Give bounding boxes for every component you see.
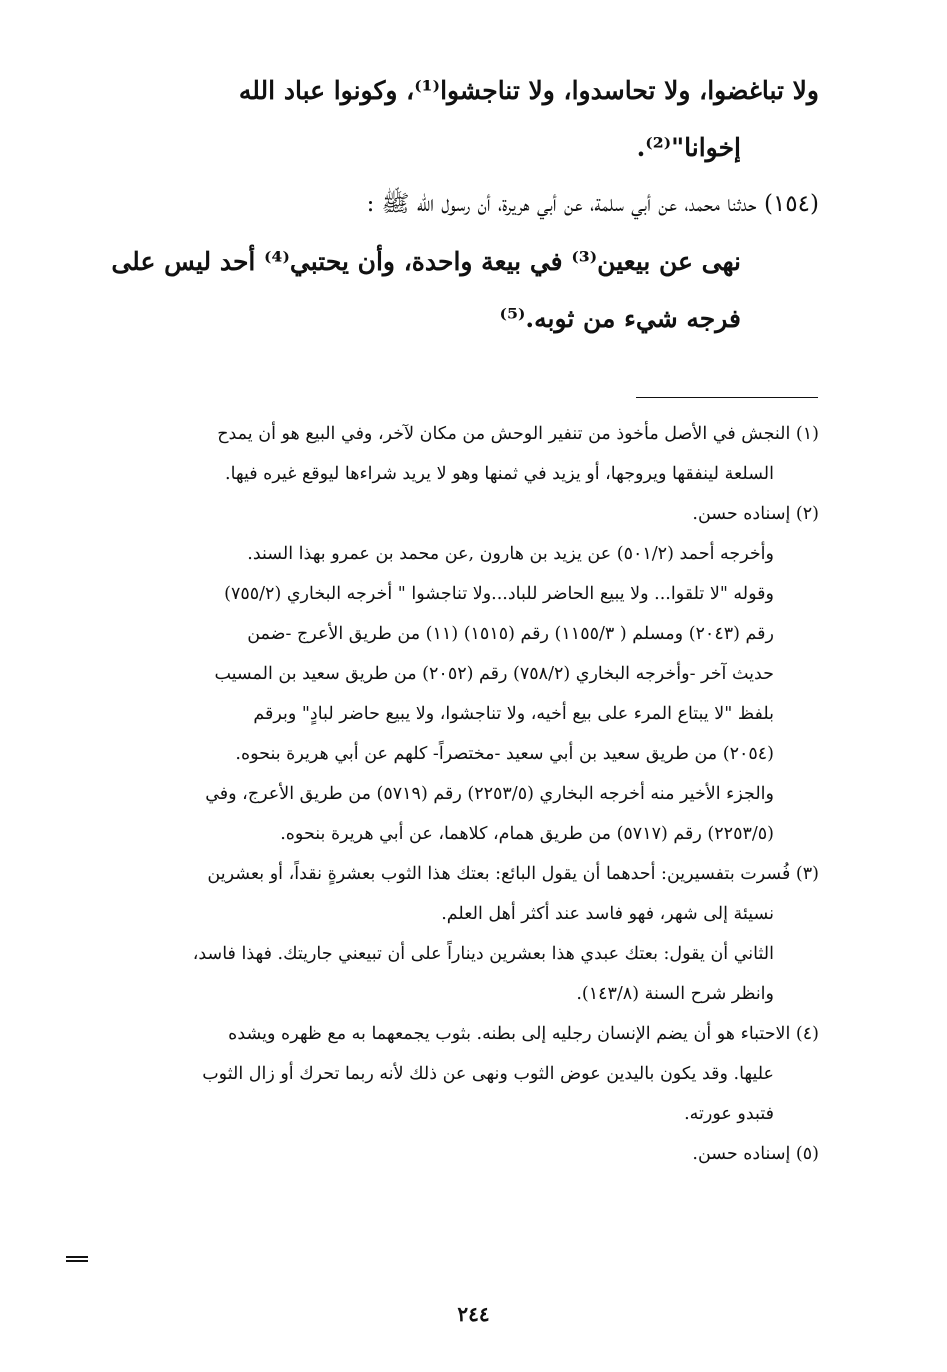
footnote-2-line: وقوله "لا تلقوا... ولا يبيع الحاضر للباد...ولا تناجشوا " أخرجه البخاري (٧٥٥/٢) (224, 584, 774, 604)
main-text (78, 62, 819, 347)
footnote-2-line: رقم (٢٠٤٣) ومسلم ( ١١٥٥/٣) رقم (١٥١٥) (١١) من طريق الأعرج -ضمن (247, 624, 774, 644)
footnote-1: (١) النجش في الأصل مأخوذ من تنفير الوحش من مكان لآخر، وفي البيع هو أن يمدح (217, 424, 819, 444)
footnote-2-line: بلفظ "لا يبتاع المرء على بيع أخيه، ولا تناجشوا، ولا يبيع حاضر لبادٍ" وبرقم (253, 704, 774, 724)
footnote-4-continued: عليها. وقد يكون باليدين عوض الثوب ونهى عن ذلك لأنه ربما تحرك أو زال الثوب (202, 1064, 774, 1084)
footnote-3: (٣) فُسرت بتفسيرين: أحدهما أن يقول البائع: بعتك هذا الثوب بعشرةٍ نقداً، أو بعشرين (207, 864, 819, 884)
footnote-2-line: وأخرجه أحمد (٥٠١/٢) عن يزيد بن هارون ,عن محمد بن عمرو بهذا السند. (247, 544, 774, 564)
footnote-2: (٢) إسناده حسن. (692, 504, 819, 524)
footnote-3-line: وانظر شرح السنة (١٤٣/٨). (576, 984, 774, 1004)
hadith-intro-line (78, 176, 819, 233)
page-number: ٢٤٤ (457, 1302, 490, 1326)
footnote-1-continued: السلعة لينفقها ويروجها، أو يزيد في ثمنها وهو لا يريد شراءها ليوقع غيره فيها. (225, 464, 774, 484)
hadith-text-line: فرجه شيء من ثوبه.⁽⁵⁾ (499, 304, 741, 333)
footnotes (78, 414, 819, 1174)
main-text-line: ولا تباغضوا، ولا تحاسدوا، ولا تناجشوا⁽¹⁾، وكونوا عباد الله (238, 76, 819, 105)
footnote-2-line: حديث آخر -وأخرجه البخاري (٧٥٨/٢) رقم (٢٠٥٢) من طريق سعيد بن المسيب (214, 664, 774, 684)
footnote-5: (٥) إسناده حسن. (692, 1144, 819, 1164)
footnote-2-line: (٢٠٥٤) من طريق سعيد بن أبي سعيد -مختصراً- كلهم عن أبي هريرة بنحوه. (235, 744, 774, 764)
margin-mark (66, 1256, 88, 1262)
hadith-chain: حدثنا محمد، عن أبي سلمة، عن أبي هريرة، أن رسول الله ﷺ : (366, 191, 757, 217)
footnote-2-line: والجزء الأخير منه أخرجه البخاري (٢٢٥٣/٥) رقم (٥٧١٩) من طريق الأعرج، وفي (205, 784, 774, 804)
main-text-line: إخوانا"⁽²⁾. (636, 133, 741, 162)
footnote-3-continued: نسيئة إلى شهر، فهو فاسد عند أكثر أهل العلم. (441, 904, 774, 924)
footnote-2-line: (٢٢٥٣/٥) رقم (٥٧١٧) من طريق همام، كلاهما، عن أبي هريرة بنحوه. (280, 824, 774, 844)
footnote-4-continued: فتبدو عورته. (684, 1104, 774, 1124)
hadith-text-line: نهى عن بيعين⁽³⁾ في بيعة واحدة، وأن يحتبي⁽⁴⁾ أحد ليس على (111, 247, 741, 276)
footnote-separator (636, 397, 818, 398)
footnote-4: (٤) الاحتباء هو أن يضم الإنسان رجليه إلى بطنه. بثوب يجمعهما به مع ظهره ويشده (228, 1024, 819, 1044)
footnote-3-line: الثاني أن يقول: بعتك عبدي هذا بعشرين ديناراً على أن تبيعني جاريتك. فهذا فاسد، (192, 944, 774, 964)
hadith-number: (١٥٤) (763, 191, 819, 217)
